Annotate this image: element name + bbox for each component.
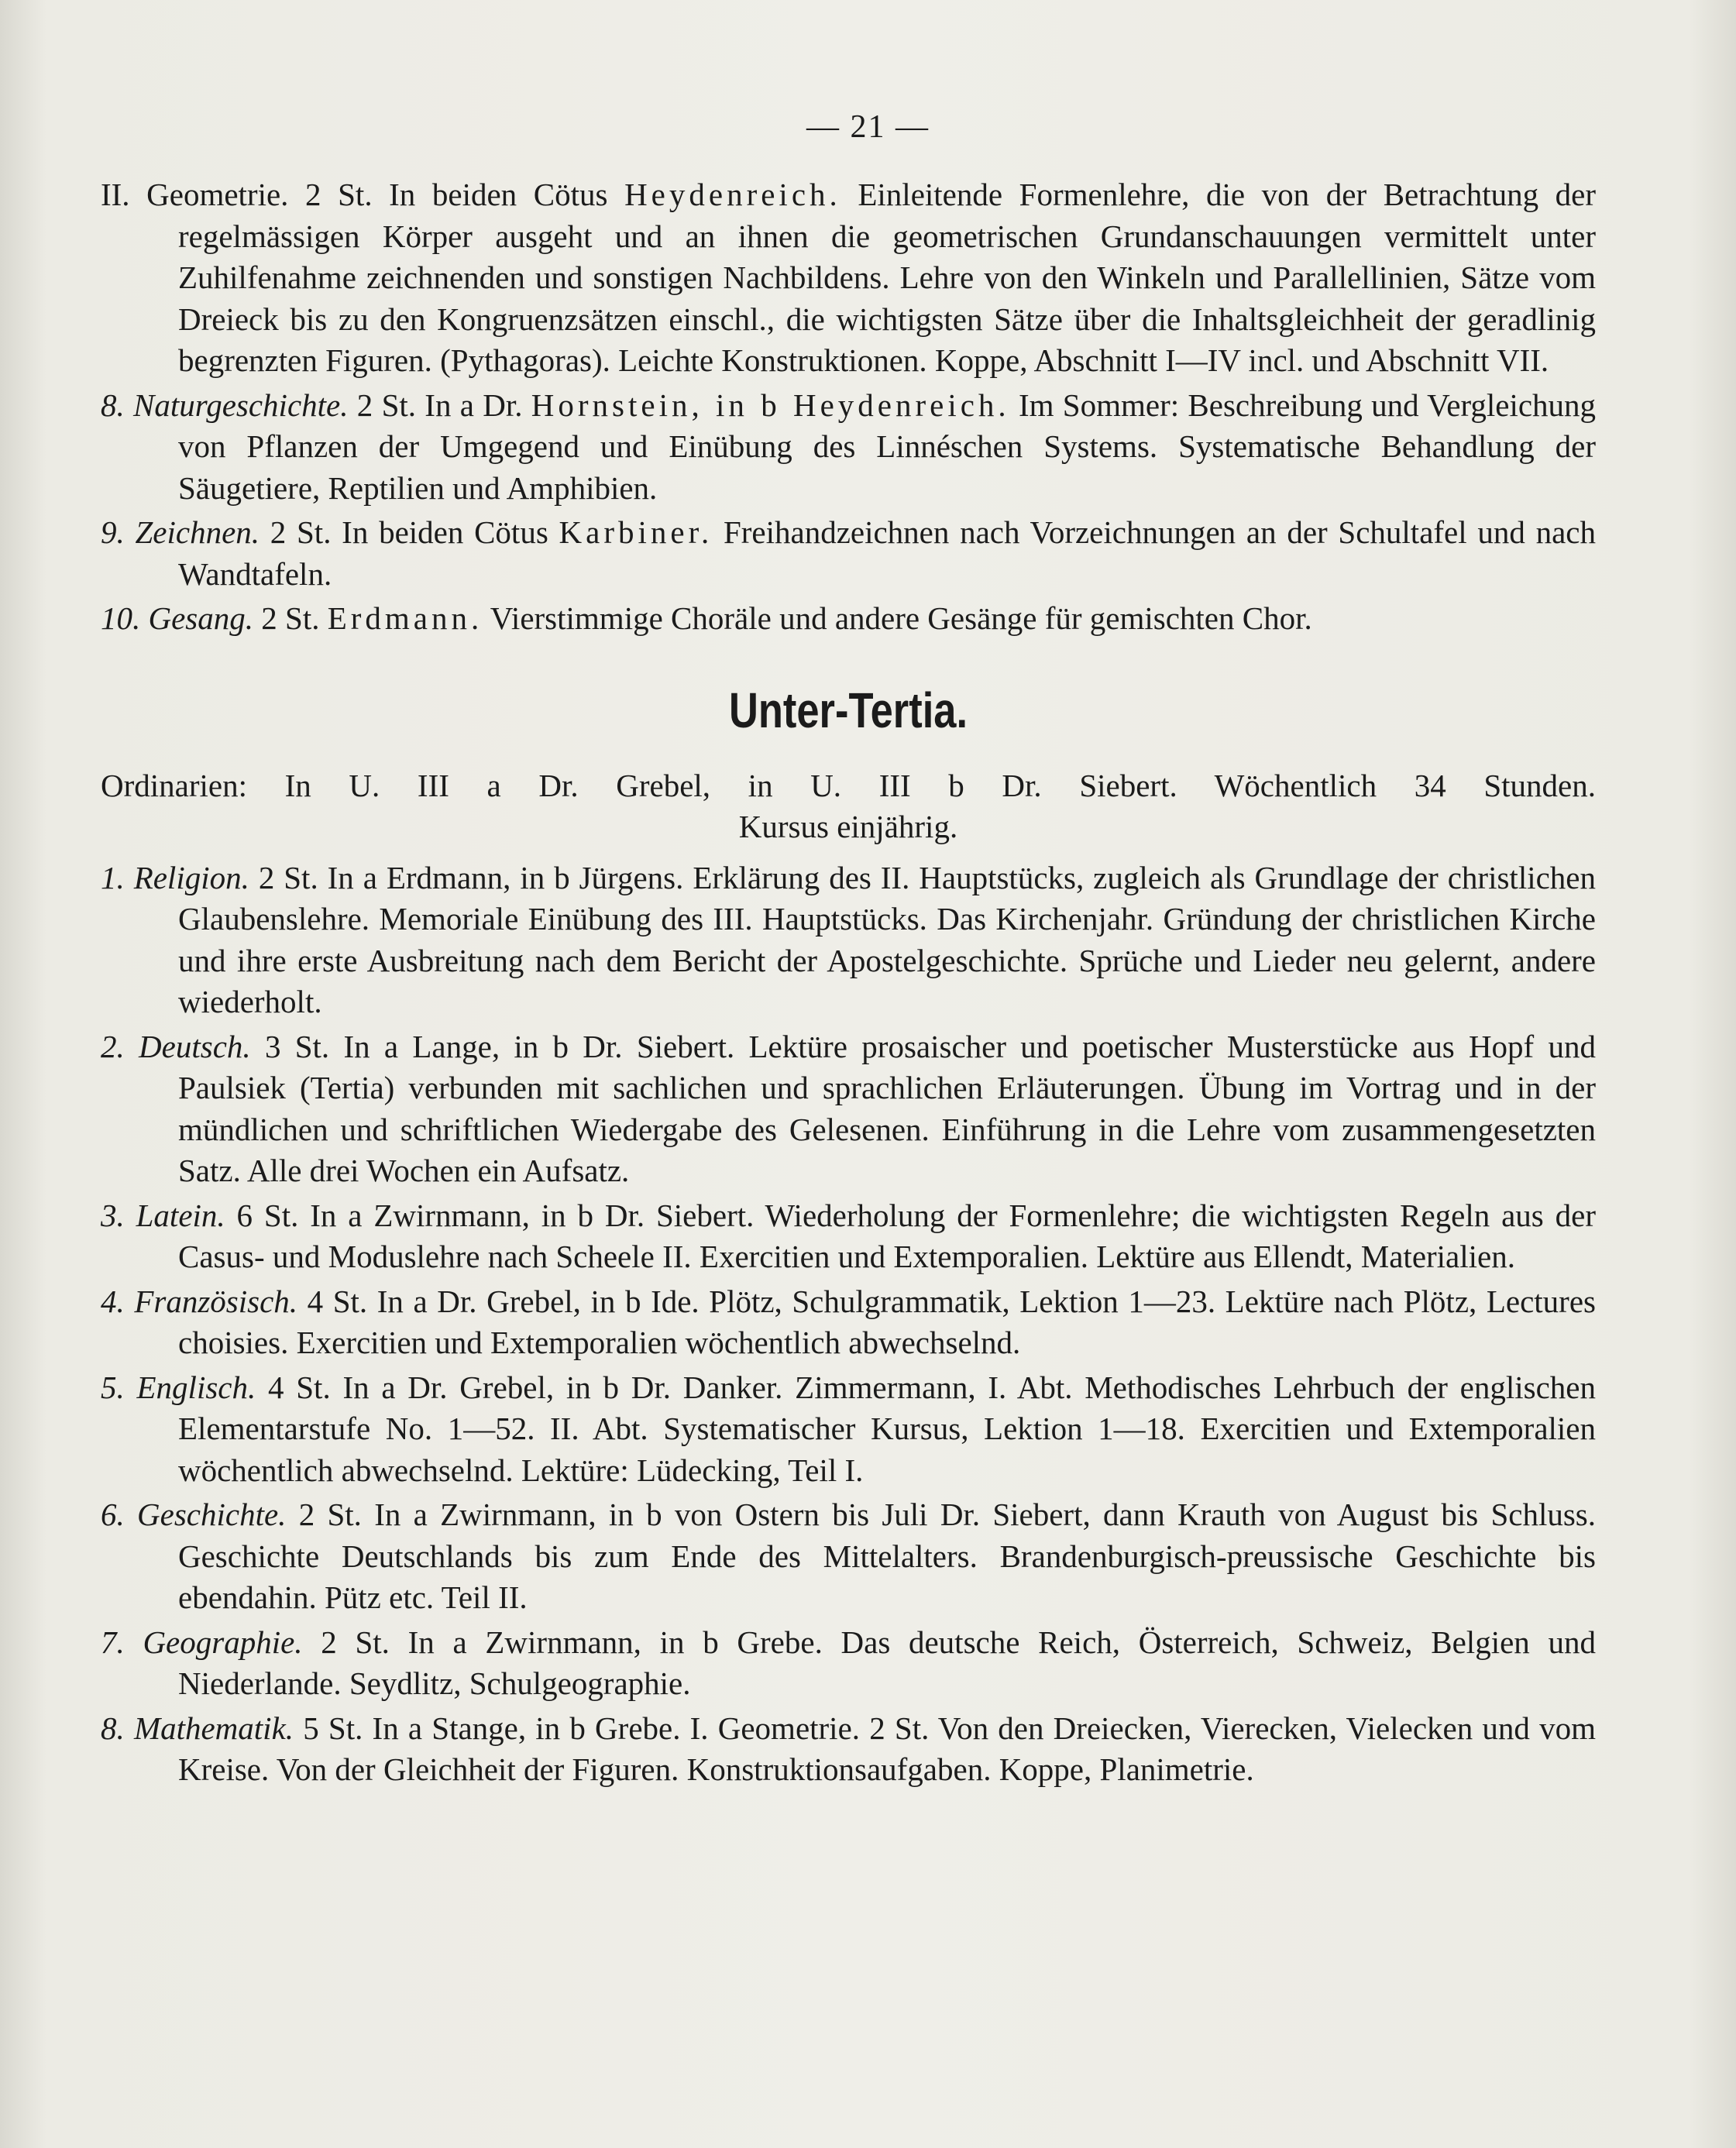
entry-naturgeschichte (101, 385, 1596, 510)
entry-geometrie (101, 174, 1596, 382)
entry-text: 5 St. In a Stange, in b Grebe. I. Geometrie. 2 St. Von den Dreiecken, Vierecken, Vielecken und vom Kreise. Von der Gleichheit der Figuren. Konstruktionsaufgaben. Koppe, Planimetrie. (178, 1710, 1596, 1787)
entry-lead: 4. Französisch. (101, 1283, 298, 1319)
entry-text: 6 St. In a Zwirnmann, in b Dr. Siebert. Wiederholung der Formenlehre; die wichtigsten Regeln aus der Casus- und Moduslehre nach Scheele II. Exercitien und Extemporalien. Lektüre aus Ellendt, Materialien. (178, 1197, 1596, 1274)
entry-teacher: Heydenreich. (624, 177, 841, 212)
entry-mathematik (101, 1708, 1596, 1791)
entry-lead: 5. Englisch. (101, 1369, 256, 1405)
entry-text: Im Sommer: Beschreibung und Vergleichung von Pflanzen der Umgegend und Einübung des Linnéschen Systems. Systematische Behandlung der Säugetiere, Reptilien und Amphibien. (178, 387, 1597, 506)
entry-religion (101, 857, 1596, 1023)
page-body (101, 174, 1596, 1794)
entry-zeichnen (101, 512, 1596, 595)
entry-teacher: Erdmann. (327, 600, 483, 636)
entry-lead: II. Geometrie. (101, 177, 289, 212)
entry-deutsch (101, 1026, 1596, 1192)
entry-text: Freihandzeichnen nach Vorzeichnungen an der Schultafel und nach Wandtafeln. (178, 514, 1596, 592)
entry-text: 2 St. In a Zwirnmann, in b von Ostern bis Juli Dr. Siebert, dann Krauth von August bis Schluss. Geschichte Deutschlands bis zum Ende des Mittelalters. Brandenburgisch-preussische Geschichte bis ebendahin. Pütz etc. Teil II. (178, 1497, 1597, 1615)
entry-hours: 2 St. (261, 600, 320, 636)
entry-geographie (101, 1622, 1596, 1705)
entry-lead: 9. Zeichnen. (101, 514, 260, 550)
entry-lead: 2. Deutsch. (101, 1028, 251, 1064)
entry-lead: 3. Latein. (101, 1197, 225, 1233)
entry-franzoesisch (101, 1281, 1596, 1364)
entry-hours: 2 St. In beiden Cötus (305, 177, 608, 212)
entry-lead: 6. Geschichte. (101, 1497, 287, 1532)
entry-lead: 8. Mathematik. (101, 1710, 294, 1746)
entry-text: 2 St. In a Zwirnmann, in b Grebe. Das deutsche Reich, Österreich, Schweiz, Belgien und Niederlande. Seydlitz, Schulgeographie. (178, 1624, 1596, 1701)
page-number: — 21 — (806, 109, 930, 145)
entry-text: 4 St. In a Dr. Grebel, in b Dr. Danker. Zimmermann, I. Abt. Methodisches Lehrbuch der englischen Elementarstufe No. 1—52. II. Abt. Systematischer Kursus, Lektion 1—18. Exercitien und Extemporalien wöchentlich abwechselnd. Lektüre: Lüdecking, Teil I. (178, 1369, 1597, 1488)
section-title: Unter-Tertia. (728, 682, 968, 738)
entry-lead: 8. Naturgeschichte. (101, 387, 349, 423)
kursus-line: Kursus einjährig. (738, 809, 958, 844)
ordinarien-line: Ordinarien: In U. III a Dr. Grebel, in U. III b Dr. Siebert. Wöchentlich 34 Stunden. (101, 767, 1596, 803)
entry-gesang (101, 598, 1596, 640)
entry-text: Einleitende Formenlehre, die von der Betrachtung der regelmässigen Körper ausgeht und an ihnen die geometrischen Grundanschauungen vermittelt unter Zuhilfenahme zeichnenden und sonstigen Nachbildens. Lehre von den Winkeln und Parallellinien, Sätze vom Dreieck bis zu den Kongruenzsätzen einschl., die wichtigsten Sätze über die Inhaltsgleichheit der geradlinig begrenzten Figuren. (Pythagoras). Leichte Konstruktionen. Koppe, Abschnitt I—IV incl. und Abschnitt VII. (178, 177, 1597, 378)
entry-text: 4 St. In a Dr. Grebel, in b Ide. Plötz, Schulgrammatik, Lektion 1—23. Lektüre nach Plötz, Lectures choisies. Exercitien und Extemporalien wöchentlich abwechselnd. (178, 1283, 1596, 1360)
entry-teacher: Hornstein, in b Heydenreich. (531, 387, 1010, 423)
entry-hours: 2 St. In beiden Cötus (270, 514, 548, 550)
entry-teacher: Karbiner. (559, 514, 713, 550)
entry-lead: 7. Geographie. (101, 1624, 303, 1660)
entry-text: Vierstimmige Choräle und andere Gesänge für gemischten Chor. (490, 600, 1312, 636)
entry-lead: 1. Religion. (101, 859, 249, 895)
entry-text: 3 St. In a Lange, in b Dr. Siebert. Lektüre prosaischer und poetischer Musterstücke aus Hopf und Paulsiek (Tertia) verbunden mit sachlichen und sprachlichen Erläuterungen. Übung im Vortrag und in der mündlichen und schriftlichen Wiedergabe des Gelesenen. Einführung in die Lehre vom zusammengesetzten Satz. Alle drei Wochen ein Aufsatz. (178, 1028, 1596, 1188)
entry-latein (101, 1195, 1596, 1278)
entry-lead: 10. Gesang. (101, 600, 254, 636)
entry-englisch (101, 1367, 1596, 1492)
entry-hours: 2 St. In a Dr. (356, 387, 523, 423)
entry-text: 2 St. In a Erdmann, in b Jürgens. Erklärung des II. Hauptstücks, zugleich als Grundlage der christlichen Glaubenslehre. Memoriale Einübung des III. Hauptstücks. Das Kirchenjahr. Gründung der christlichen Kirche und ihre erste Ausbreitung nach dem Bericht der Apostelgeschichte. Sprüche und Lieder neu gelernt, andere wiederholt. (178, 859, 1597, 1019)
entry-geschichte (101, 1494, 1596, 1619)
